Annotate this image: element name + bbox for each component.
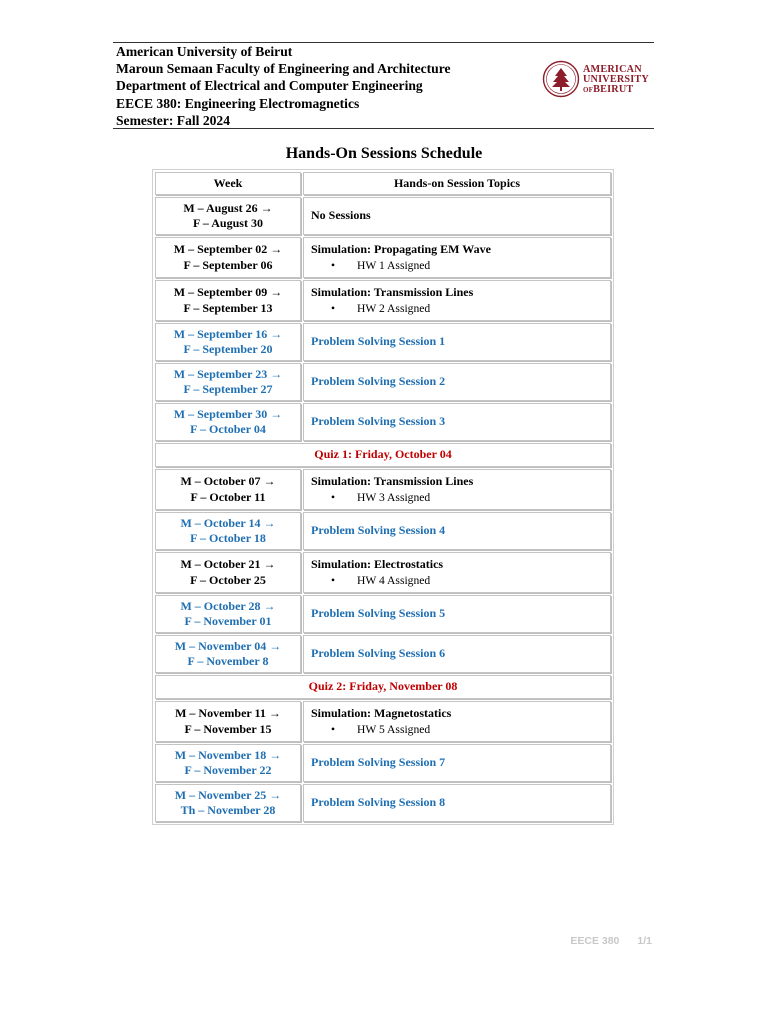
table-row [155,197,611,235]
page-footer [570,935,652,947]
week-end: F – September 20 [183,342,273,356]
logo-wordmark: AMERICAN UNIVERSITY OFBEIRUT [583,64,649,96]
homework-bullet [311,573,603,589]
homework-bullet [311,722,603,738]
week-end: F – September 13 [183,300,273,315]
week-cell [155,363,301,401]
table-row [155,280,611,321]
topic-title: Problem Solving Session 6 [311,646,446,661]
week-end: Th – November 28 [180,803,276,817]
week-start: M – October 14 → [180,515,276,530]
week-cell [155,744,301,782]
bullet-icon: • [331,573,336,587]
topic-title: Simulation: Transmission Lines [311,285,474,299]
week-start: M – September 16 → [173,326,283,341]
week-end: F – October 04 [190,422,266,436]
week-start: M – October 21 → [180,557,276,571]
topic-cell [303,197,611,235]
topic-title: Problem Solving Session 5 [311,606,446,621]
homework-bullet [311,490,603,506]
week-end: F – November 8 [187,654,269,668]
header-department: Department of Electrical and Computer Engineering [116,78,423,94]
week-end: F – August 30 [193,216,263,230]
week-cell [155,784,301,822]
topic-title: Simulation: Transmission Lines [311,474,474,488]
week-start: M – November 25 → [174,787,282,802]
week-end: F – October 25 [190,572,266,587]
header-faculty: Maroun Semaan Faculty of Engineering and Architecture [116,61,451,77]
week-end: F – November 22 [184,763,272,777]
week-cell [155,403,301,441]
week-cell [155,635,301,673]
week-cell [155,701,301,742]
topic-cell [303,237,611,278]
table-row [155,323,611,361]
week-end: F – October 11 [190,489,266,504]
table-row [155,784,611,822]
week-start: M – November 18 → [174,747,282,762]
week-cell [155,280,301,321]
week-start: M – September 02 → [173,242,283,256]
week-end: F – November 15 [184,721,272,736]
topic-cell [303,701,611,742]
topic-title: Simulation: Magnetostatics [311,706,452,720]
topic-cell [303,552,611,593]
table-row [155,512,611,550]
topic-title: Problem Solving Session 4 [311,523,446,538]
week-start: M – August 26 → [183,200,273,215]
topic-cell [303,595,611,633]
schedule-table [152,169,614,825]
topic-cell [303,280,611,321]
document-header [116,43,536,129]
week-start: M – October 07 → [180,474,276,488]
footer-course: EECE 380 [570,935,620,947]
table-row [155,701,611,742]
week-end: F – September 06 [183,257,273,272]
table-row [155,403,611,441]
quiz-label: Quiz 1: Friday, October 04 [155,443,611,467]
bullet-icon: • [331,722,336,736]
quiz-label: Quiz 2: Friday, November 08 [155,675,611,699]
topic-title: Simulation: Propagating EM Wave [311,242,491,256]
week-cell [155,469,301,510]
homework-label: HW 1 Assigned [357,258,431,272]
week-end: F – October 18 [190,531,266,545]
bullet-icon: • [331,490,336,504]
cedar-seal-icon [542,60,580,98]
topic-title: Problem Solving Session 3 [311,414,446,429]
week-start: M – November 04 → [174,638,282,653]
week-cell [155,237,301,278]
topic-title: Problem Solving Session 7 [311,755,446,770]
footer-page-number: 1/1 [637,935,652,947]
topic-title: Simulation: Electrostatics [311,557,444,571]
week-cell [155,512,301,550]
table-row [155,363,611,401]
week-cell [155,552,301,593]
homework-label: HW 4 Assigned [357,573,431,587]
topic-cell [303,323,611,361]
bullet-icon: • [331,258,336,272]
week-start: M – September 23 → [173,366,283,381]
topic-cell [303,784,611,822]
topic-title: Problem Solving Session 1 [311,334,446,349]
header-semester: Semester: Fall 2024 [116,112,231,128]
topic-cell [303,635,611,673]
table-row [155,635,611,673]
topic-title: Problem Solving Session 8 [311,795,446,810]
table-row [155,237,611,278]
column-header-topics: Hands-on Session Topics [303,172,611,195]
column-header-week: Week [155,172,301,195]
header-course: EECE 380: Engineering Electromagnetics [116,95,360,111]
topic-cell [303,512,611,550]
topic-cell [303,744,611,782]
week-start: M – September 30 → [173,406,283,421]
week-cell [155,323,301,361]
table-row [155,595,611,633]
homework-bullet [311,301,603,317]
header-university: American University of Beirut [116,44,293,59]
homework-label: HW 5 Assigned [357,722,431,736]
week-start: M – October 28 → [180,598,276,613]
table-row [155,469,611,510]
quiz-row [155,443,611,467]
topic-cell [303,469,611,510]
table-row [155,552,611,593]
homework-label: HW 2 Assigned [357,301,431,315]
homework-label: HW 3 Assigned [357,490,431,504]
topic-cell [303,363,611,401]
week-start: M – September 09 → [173,285,283,299]
topic-cell [303,403,611,441]
topic-title: No Sessions [311,208,371,223]
page-title: Hands-On Sessions Schedule [285,145,483,162]
week-end: F – September 27 [183,382,273,396]
week-start: M – November 11 → [175,706,281,720]
week-end: F – November 01 [184,614,272,628]
header-bottom-rule [113,128,654,129]
bullet-icon: • [331,301,336,315]
week-cell [155,595,301,633]
homework-bullet [311,258,603,274]
aub-logo [542,60,657,100]
table-header-row [155,172,611,195]
topic-title: Problem Solving Session 2 [311,374,446,389]
table-row [155,744,611,782]
schedule-body [155,197,611,822]
quiz-row [155,675,611,699]
week-cell [155,197,301,235]
